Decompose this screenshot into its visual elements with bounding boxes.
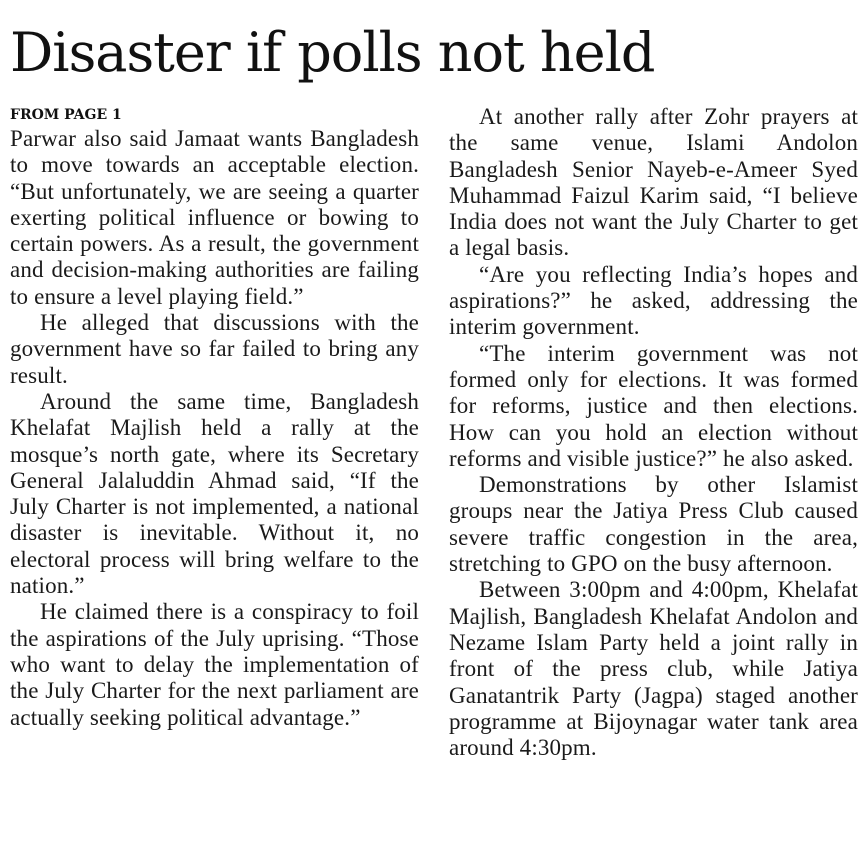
paragraph: Around the same time, Bangladesh Khelafat Majlish held a rally at the mosque’s north gate, where its Secretary General Jalaluddin Ahmad said, “If the July Charter is not implemented, a national disaster is inevitable. Without it, no electoral process will bring welfare to the nation.” [10, 388, 419, 599]
paragraph: He alleged that discussions with the government have so far failed to bring any result. [10, 310, 419, 388]
paragraph: He claimed there is a conspiracy to foil the aspirations of the July uprising. “Those who want to delay the implementation of the July Charter for the next parliament are actually seeking political advantage.” [10, 599, 419, 730]
right-column [449, 104, 858, 761]
continuation-kicker: FROM PAGE 1 [10, 107, 122, 123]
article-headline: Disaster if polls not held [10, 21, 655, 84]
paragraph: Parwar also said Jamaat wants Bangladesh to move towards an acceptable election. “But unfortunately, we are seeing a quarter exerting political influence or bowing to certain powers. As a result, the government and decision-making authorities are failing to ensure a level playing field.” [10, 126, 419, 309]
left-column [10, 104, 419, 731]
paragraph: “The interim government was not formed only for elections. It was formed for reforms, justice and then elections. How can you hold an election without reforms and visible justice?” he also asked. [449, 340, 858, 471]
paragraph: Between 3:00pm and 4:00pm, Khelafat Majlish, Bangladesh Khelafat Andolon and Nezame Islam Party held a joint rally in front of the press club, while Jatiya Ganatantrik Party (Jagpa) staged another programme at Bijoynagar water tank area around 4:30pm. [449, 577, 858, 761]
paragraph: At another rally after Zohr prayers at the same venue, Islami Andolon Bangladesh Senior Nayeb-e-Ameer Syed Muhammad Faizul Karim said, “I believe India does not want the July Charter to get a legal basis. [449, 104, 858, 261]
paragraph: Demonstrations by other Islamist groups near the Jatiya Press Club caused severe traffic congestion in the area, stretching to GPO on the busy afternoon. [449, 472, 858, 577]
paragraph: “Are you reflecting India’s hopes and aspirations?” he asked, addressing the interim government. [449, 261, 858, 340]
